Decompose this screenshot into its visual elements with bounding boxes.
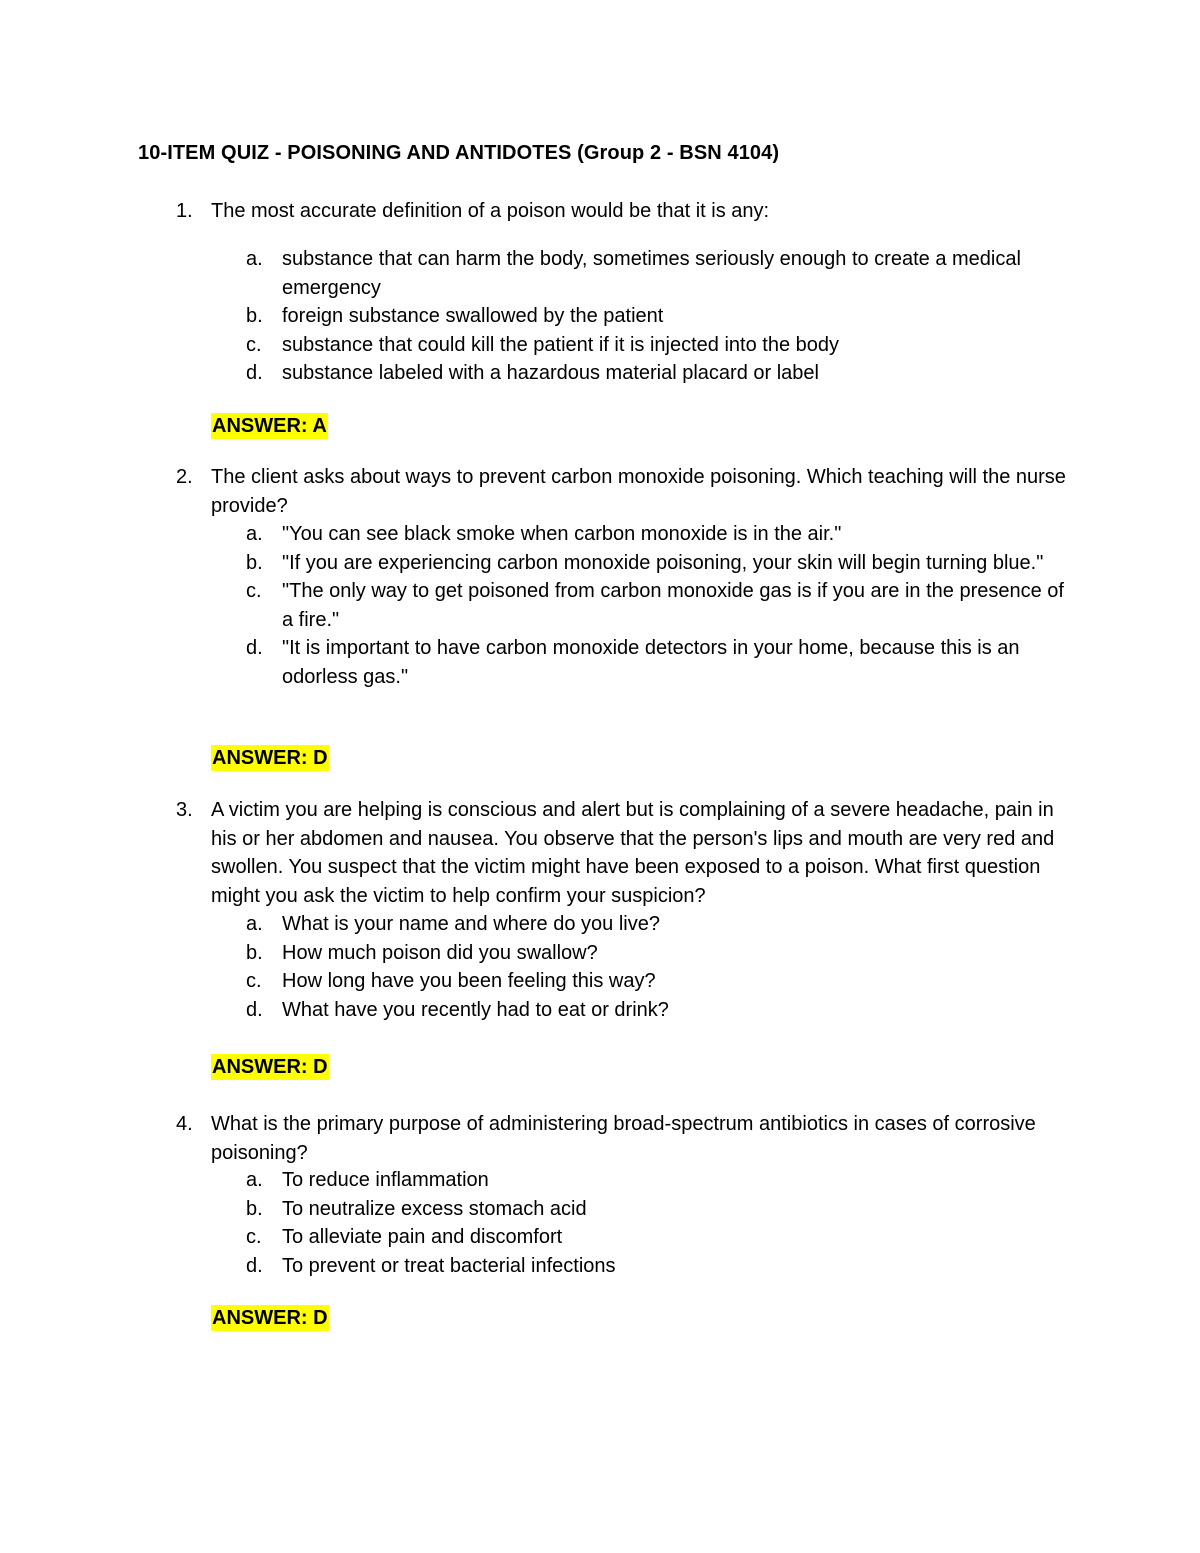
option-text: To prevent or treat bacterial infections	[282, 1254, 616, 1277]
question-number: 3.	[176, 799, 193, 821]
option-list	[0, 1166, 1200, 1280]
option-text: substance that could kill the patient if it is injected into the body	[282, 333, 840, 356]
option-item	[0, 967, 1200, 996]
option-item	[0, 302, 1200, 331]
option-text: substance that can harm the body, sometimes seriously enough to create a medical emergency	[282, 248, 1021, 299]
option-item	[0, 1166, 1200, 1195]
option-item	[0, 520, 1200, 549]
question-text: A victim you are helping is conscious and alert but is complaining of a severe headache, pain in his or her abdomen and nausea. You observe that the person's lips and mouth are very red and swollen. You suspect that the victim might have been exposed to a poison. What first question might you ask the victim to help confirm your suspicion?	[211, 799, 1055, 907]
option-letter: b.	[246, 551, 263, 574]
option-letter: a.	[246, 1169, 263, 1191]
option-letter: b.	[246, 1197, 263, 1220]
option-item	[0, 939, 1200, 968]
question-text: The client asks about ways to prevent carbon monoxide poisoning. Which teaching will the nurse provide?	[211, 466, 1066, 517]
question-text: The most accurate definition of a poison would be that it is any:	[211, 200, 770, 222]
option-text: How long have you been feeling this way?	[282, 970, 656, 993]
option-letter: b.	[246, 305, 263, 328]
option-text: foreign substance swallowed by the patient	[282, 305, 664, 328]
option-item	[0, 1195, 1200, 1224]
answer-label: ANSWER: D	[212, 1056, 328, 1078]
option-text: How much poison did you swallow?	[282, 941, 598, 964]
option-item	[0, 245, 1200, 302]
option-item	[0, 1252, 1200, 1281]
option-text: To reduce inflammation	[282, 1169, 489, 1191]
option-text: "The only way to get poisoned from carbon monoxide gas is if you are in the presence of a fire."	[282, 580, 1064, 631]
option-letter: d.	[246, 998, 263, 1021]
option-letter: d.	[246, 362, 263, 385]
option-list	[0, 910, 1200, 1024]
question-number: 4.	[176, 1113, 193, 1135]
option-list	[0, 520, 1200, 692]
option-list	[0, 245, 1200, 388]
option-item	[0, 1223, 1200, 1252]
option-item	[0, 359, 1200, 388]
option-letter: d.	[246, 637, 263, 660]
option-text: What is your name and where do you live?	[282, 913, 660, 935]
option-text: substance labeled with a hazardous material placard or label	[282, 362, 819, 385]
option-text: "It is important to have carbon monoxide detectors in your home, because this is an odorless gas."	[282, 637, 1020, 688]
option-item	[0, 996, 1200, 1025]
option-letter: a.	[246, 248, 263, 270]
option-letter: b.	[246, 941, 263, 964]
answer-label: ANSWER: A	[212, 415, 327, 437]
option-item	[0, 549, 1200, 578]
option-item	[0, 910, 1200, 939]
option-letter: c.	[246, 333, 262, 356]
option-text: "If you are experiencing carbon monoxide poisoning, your skin will begin turning blue."	[282, 551, 1044, 574]
option-letter: a.	[246, 523, 263, 545]
option-letter: c.	[246, 580, 262, 603]
question-text: What is the primary purpose of administering broad-spectrum antibiotics in cases of corrosive poisoning?	[211, 1113, 1036, 1164]
option-item	[0, 577, 1200, 634]
page-title: 10-ITEM QUIZ - POISONING AND ANTIDOTES (Group 2 - BSN 4104)	[138, 142, 780, 164]
option-letter: c.	[246, 1226, 262, 1249]
option-letter: a.	[246, 913, 263, 935]
option-text: What have you recently had to eat or drink?	[282, 998, 669, 1021]
answer-label: ANSWER: D	[212, 1307, 328, 1329]
option-text: To neutralize excess stomach acid	[282, 1197, 587, 1220]
option-item	[0, 331, 1200, 360]
option-item	[0, 634, 1200, 691]
option-text: To alleviate pain and discomfort	[282, 1226, 563, 1249]
question-number: 2.	[176, 466, 193, 488]
option-letter: d.	[246, 1254, 263, 1277]
option-text: "You can see black smoke when carbon monoxide is in the air."	[282, 523, 842, 545]
option-letter: c.	[246, 970, 262, 993]
question-number: 1.	[176, 200, 193, 222]
answer-label: ANSWER: D	[212, 747, 328, 769]
